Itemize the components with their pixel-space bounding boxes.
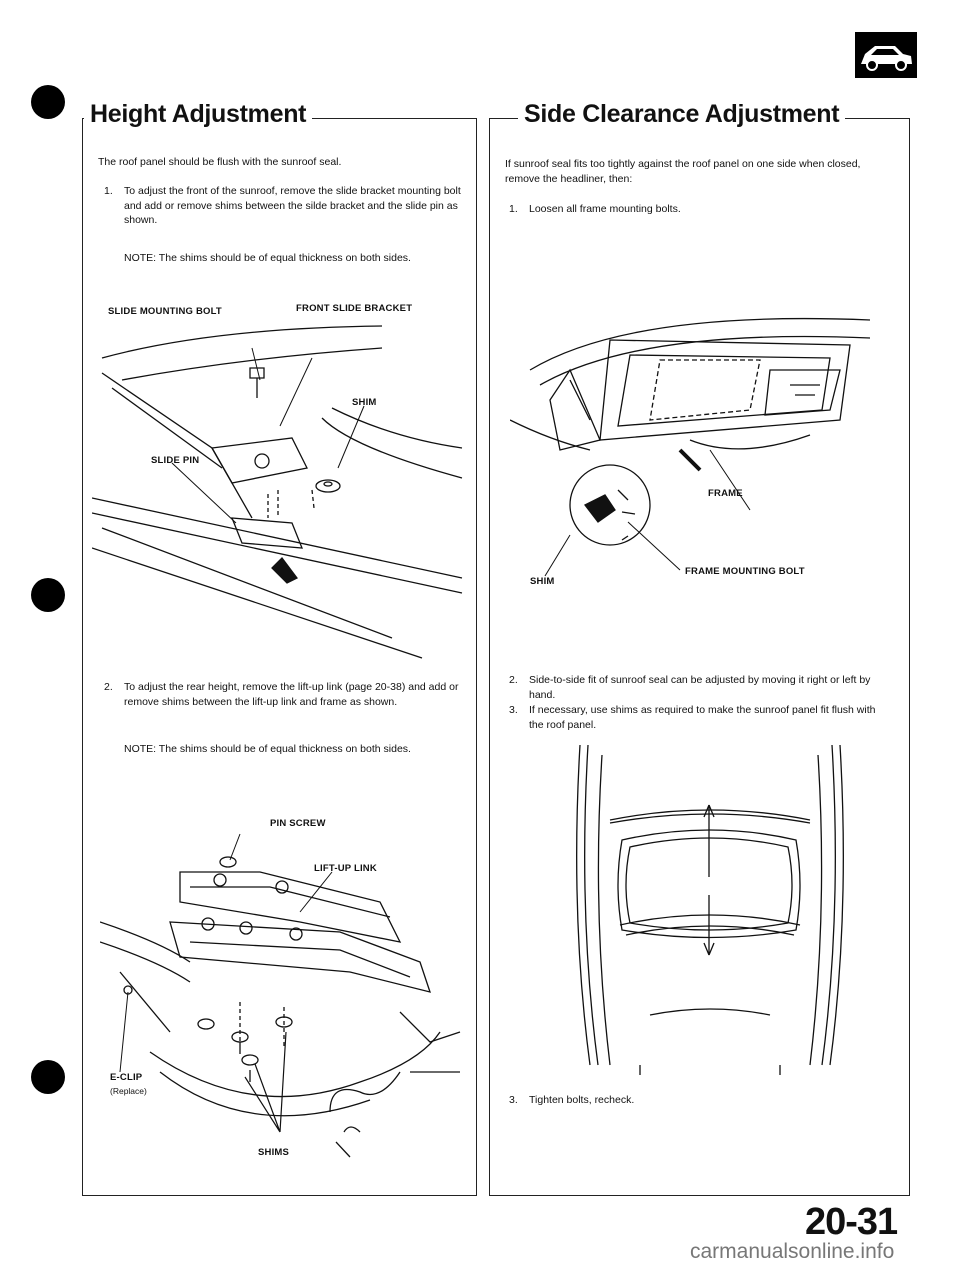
step-number: 2. <box>104 681 113 693</box>
left-step-1 <box>104 184 464 244</box>
label-replace: (Replace) <box>110 1086 147 1096</box>
left-intro: The roof panel should be flush with the sunroof seal. <box>98 156 342 168</box>
car-section-icon <box>855 32 917 78</box>
right-step-3 <box>509 703 889 733</box>
binder-hole-icon <box>31 85 65 119</box>
left-section-title: Height Adjustment <box>84 100 312 129</box>
step-number: 3. <box>509 1094 518 1106</box>
step-text: To adjust the front of the sunroof, remove the slide bracket mounting bolt and add or remove shims between the silde bracket and the slide pin as shown. <box>124 185 461 226</box>
sunroof-frame-diagram <box>510 300 890 600</box>
page-number: 20-31 <box>805 1201 898 1243</box>
step-text: Loosen all frame mounting bolts. <box>529 203 681 215</box>
step-number: 3. <box>509 704 518 716</box>
label-slide-pin: SLIDE PIN <box>151 455 200 466</box>
step-text: If necessary, use shims as required to make the sunroof panel fit flush with the roof panel. <box>529 704 876 731</box>
step-number: 1. <box>509 203 518 215</box>
label-e-clip: E-CLIP <box>110 1072 143 1083</box>
label-shim-right: SHIM <box>530 576 555 587</box>
label-front-slide-bracket: FRONT SLIDE BRACKET <box>296 303 413 314</box>
step-number: 2. <box>509 674 518 686</box>
left-step-2 <box>104 680 464 730</box>
right-section-title: Side Clearance Adjustment <box>518 100 845 129</box>
label-pin-screw: PIN SCREW <box>270 818 326 829</box>
right-intro: If sunroof seal fits too tightly against the roof panel on one side when closed, remove the headliner, then: <box>505 158 861 185</box>
label-shims: SHIMS <box>258 1147 290 1158</box>
right-step-1 <box>509 202 889 218</box>
binder-hole-icon <box>31 1060 65 1094</box>
slide-bracket-diagram <box>92 318 464 663</box>
label-frame-mounting-bolt: FRAME MOUNTING BOLT <box>685 566 805 577</box>
step-number: 1. <box>104 185 113 197</box>
label-slide-mounting-bolt: SLIDE MOUNTING BOLT <box>108 306 222 317</box>
label-frame: FRAME <box>708 488 743 499</box>
step-text: Tighten bolts, recheck. <box>529 1094 635 1106</box>
watermark: carmanualsonline.info <box>690 1240 895 1263</box>
label-shim: SHIM <box>352 397 377 408</box>
roof-top-view-diagram <box>560 745 860 1085</box>
label-lift-up-link: LIFT-UP LINK <box>314 863 377 874</box>
left-note-1: NOTE: The shims should be of equal thickness on both sides. <box>124 252 411 264</box>
right-step-2 <box>509 673 889 703</box>
lift-up-link-diagram <box>100 832 462 1172</box>
step-text: To adjust the rear height, remove the lift-up link (page 20-38) and add or remove shims between the lift-up link and frame as shown. <box>124 681 459 708</box>
left-note-2: NOTE: The shims should be of equal thickness on both sides. <box>124 743 411 755</box>
binder-hole-icon <box>31 578 65 612</box>
step-text: Side-to-side fit of sunroof seal can be adjusted by moving it right or left by hand. <box>529 674 871 701</box>
right-step-3b <box>509 1093 889 1109</box>
